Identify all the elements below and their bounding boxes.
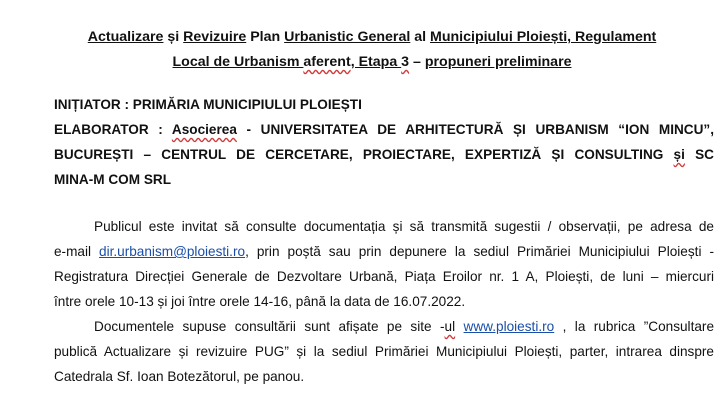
- document-title-line-2: Local de Urbanism aferent, Etapa 3 – propuneri preliminare: [172, 54, 572, 70]
- elaborator-line-1: ELABORATOR : Asocierea - UNIVERSITATEA DE ARHITECTURĂ ȘI URBANISM “ION MINCU”,: [54, 122, 714, 137]
- paragraph-1-line-2: e-mail dir.urbanism@ploiesti.ro, prin poștă sau prin depunere la sediul Primăriei Municipiului Ploiești -: [54, 244, 714, 259]
- paragraph-1-line-4: între orele 10-13 și joi între orele 14-16, până la data de 16.07.2022.: [54, 294, 466, 309]
- paragraph-2-line-1: Documentele supuse consultării sunt afișate pe site -ul www.ploiesti.ro , la rubrica ”Consultare: [94, 319, 715, 334]
- elaborator-line-2: BUCUREȘTI – CENTRUL DE CERCETARE, PROIECTARE, EXPERTIZĂ ȘI CONSULTING și SC: [54, 147, 714, 162]
- initiator-line: INIȚIATOR : PRIMĂRIA MUNICIPIULUI PLOIEȘTI: [54, 97, 362, 112]
- paragraph-1-line-1: Publicul este invitat să consulte documentația și să transmită sugestii / observații, pe adresa de: [94, 219, 714, 234]
- paragraph-2-line-2: publică Actualizare și revizuire PUG” și la sediul Primăriei Municipiului Ploiești, parter, intrarea dinspre: [54, 344, 714, 359]
- paragraph-1-line-3: Registratura Direcției Generale de Dezvoltare Urbană, Piața Eroilor nr. 1 A, Ploiești, de luni – miercuri: [54, 269, 714, 284]
- email-link[interactable]: dir.urbanism@ploiesti.ro: [99, 244, 246, 259]
- website-link[interactable]: www.ploiesti.ro: [463, 319, 555, 334]
- document-title-line-1: Actualizare și Revizuire Plan Urbanistic General al Municipiului Ploiești, Regulament: [87, 29, 657, 45]
- elaborator-line-3: MINA-M COM SRL: [54, 172, 172, 187]
- paragraph-2-line-3: Catedrala Sf. Ioan Botezătorul, pe panou.: [54, 369, 305, 384]
